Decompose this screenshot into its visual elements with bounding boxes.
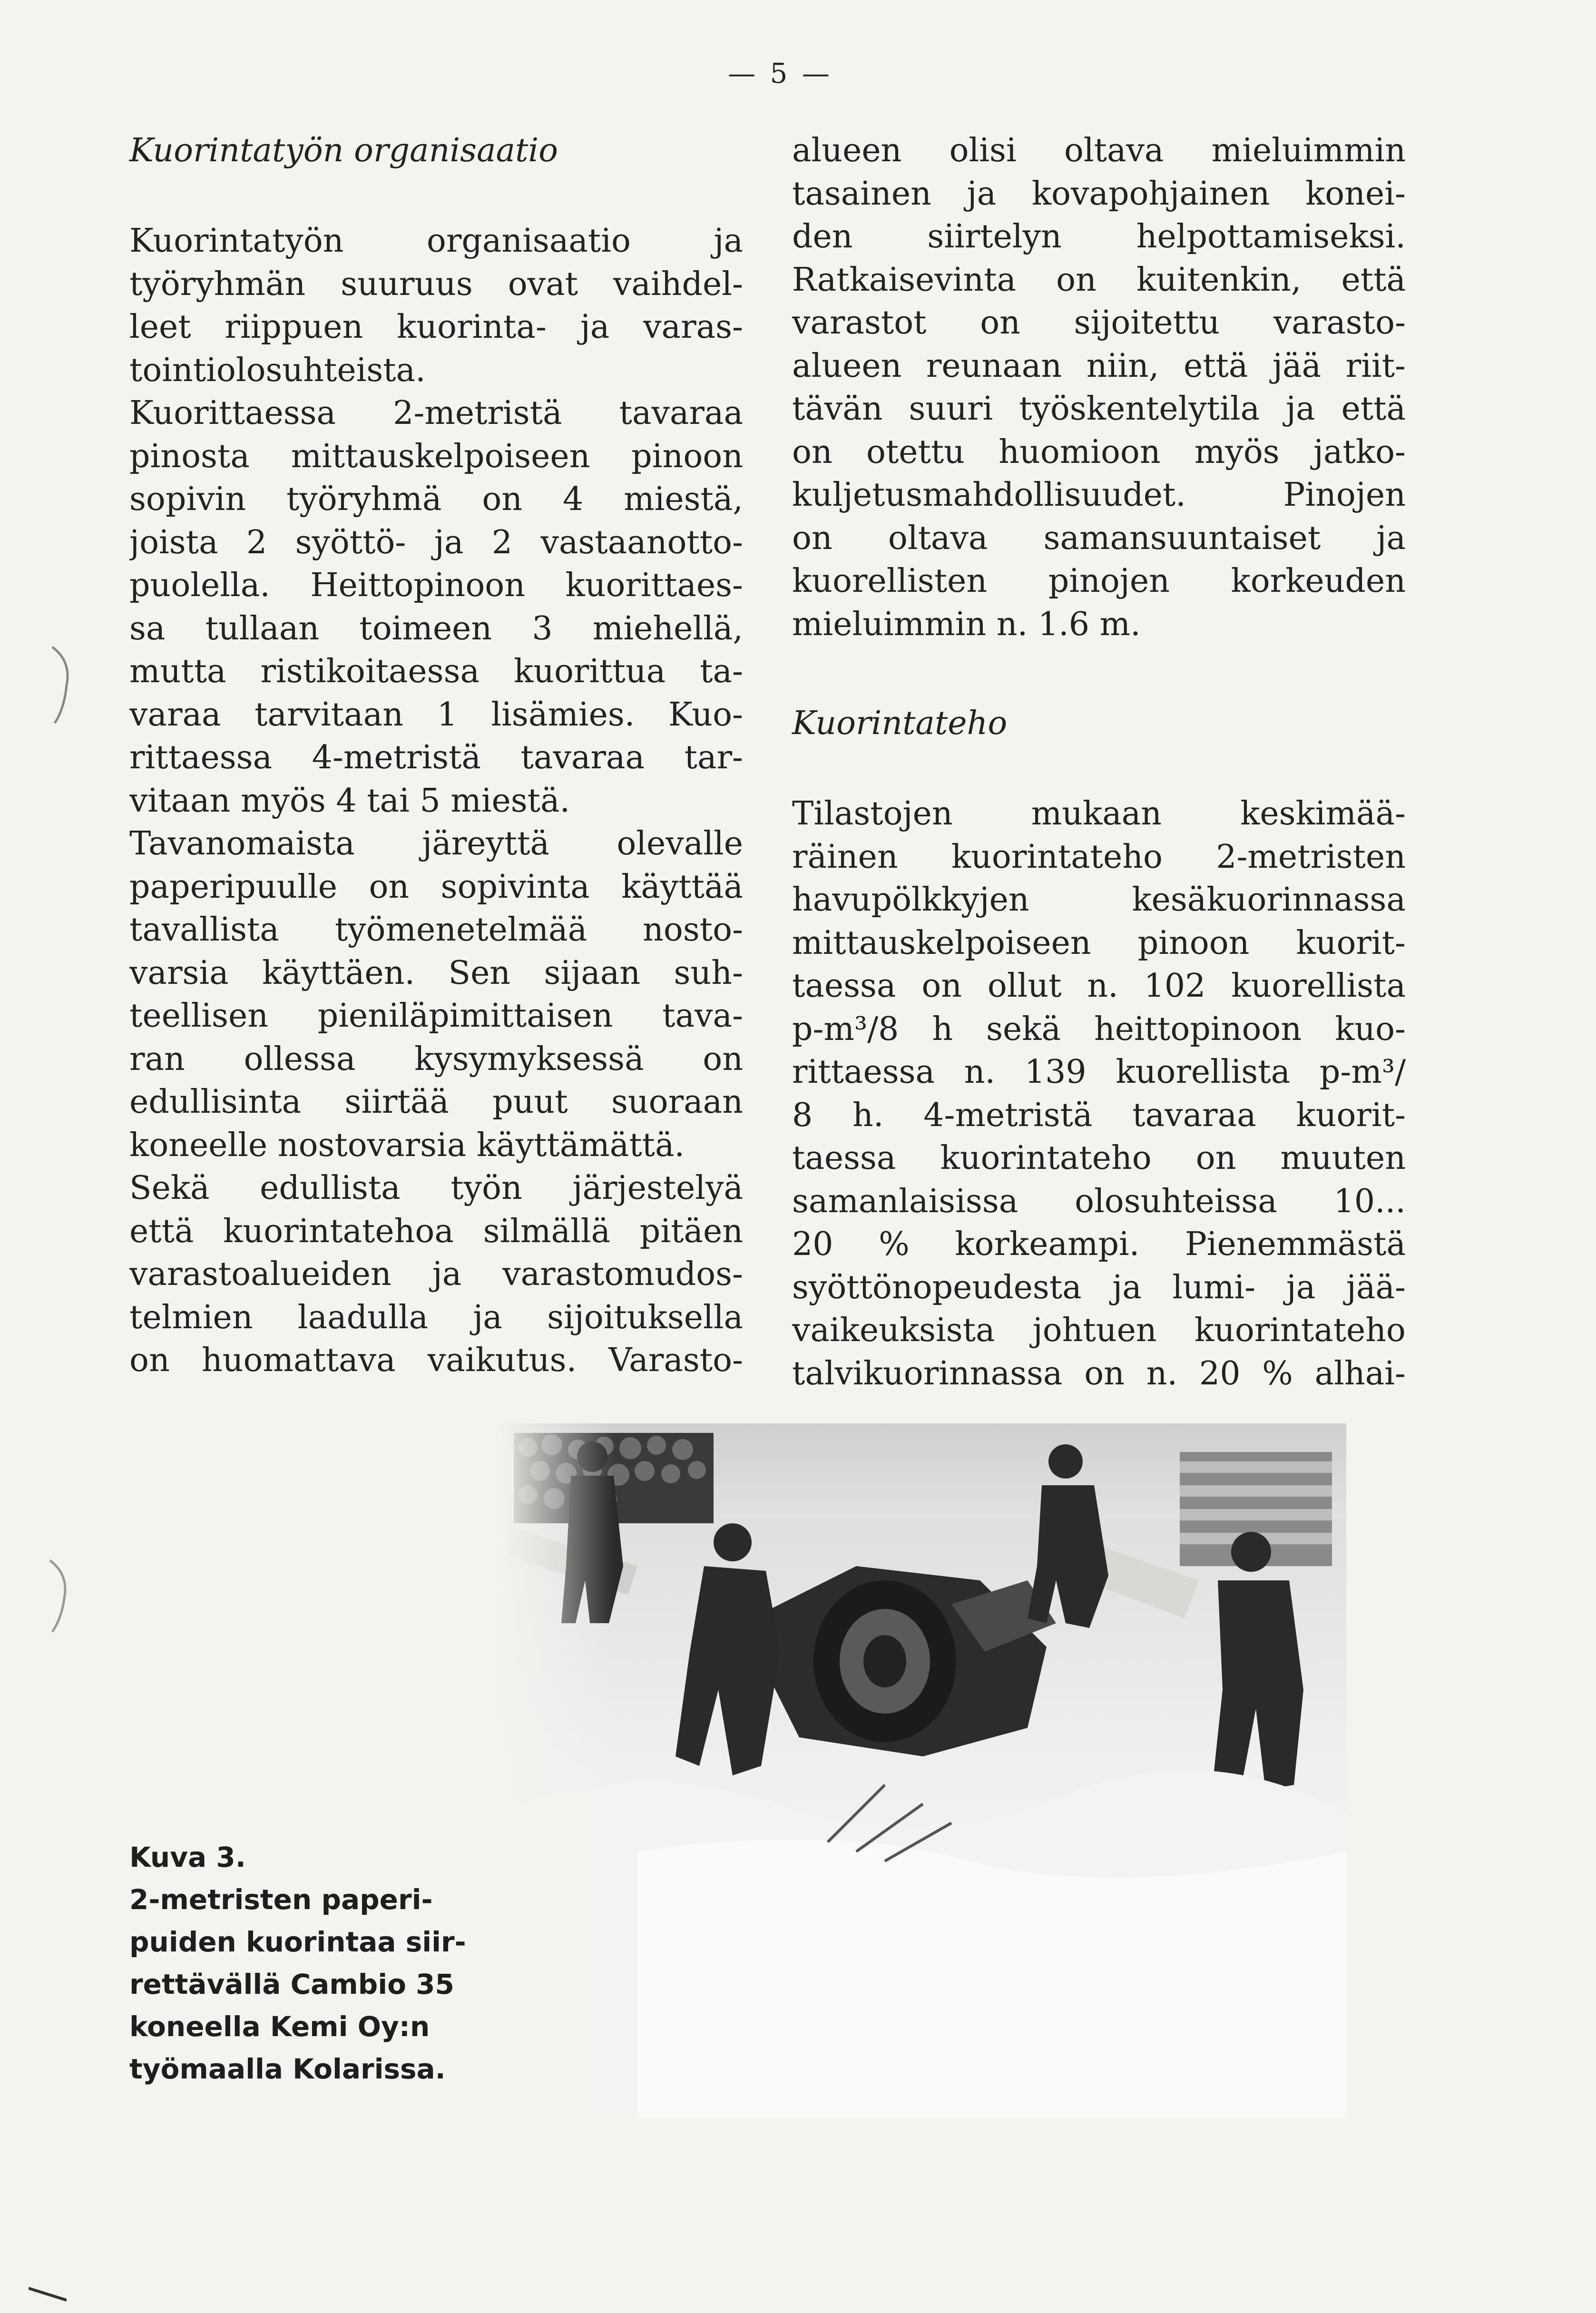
text-line: mittauskelpoiseen pinoon kuorit-: [792, 924, 1406, 962]
text-line: puolella. Heittopinoon kuorittaes-: [129, 567, 743, 604]
text-line: tävän suuri työskentelytila ja että: [792, 390, 1406, 428]
right-column-body-top: [792, 129, 1406, 646]
text-line: leet riippuen kuorinta- ja varas-: [129, 308, 743, 346]
section-heading-efficiency: Kuorintateho: [792, 705, 1008, 742]
text-line: Tavanomaista järeyttä olevalle: [129, 825, 743, 862]
binding-hole-mark: [48, 642, 76, 728]
text-line: 20 % korkeampi. Pienemmästä: [792, 1225, 1406, 1263]
text-line: kuljetusmahdollisuudet. Pinojen: [792, 476, 1406, 514]
text-line: alueen reunaan niin, että jää riit-: [792, 347, 1406, 385]
caption-line: työmaalla Kolarissa.: [129, 2053, 446, 2085]
text-line: pinosta mittauskelpoiseen pinoon: [129, 437, 743, 475]
text-line: telmien laadulla ja sijoituksella: [129, 1298, 743, 1336]
photo-debarking-machine: [495, 1423, 1346, 2118]
text-line: Kuorittaessa 2-metristä tavaraa: [129, 394, 743, 432]
text-line: edullisinta siirtää puut suoraan: [129, 1083, 743, 1121]
text-line: varsia käyttäen. Sen sijaan suh-: [129, 954, 743, 992]
text-line: den siirtelyn helpottamiseksi.: [792, 218, 1406, 255]
text-line: alueen olisi oltava mieluimmin: [792, 132, 1406, 169]
text-line: Sekä edullista työn järjestelyä: [129, 1169, 743, 1207]
text-line: taessa on ollut n. 102 kuorellista: [792, 967, 1406, 1005]
text-line: on oltava samansuuntaiset ja: [792, 519, 1406, 557]
text-line: työryhmän suuruus ovat vaihdel-: [129, 265, 743, 303]
text-line: kuorellisten pinojen korkeuden: [792, 562, 1406, 600]
text-line: räinen kuorintateho 2-metristen: [792, 838, 1406, 876]
page-number: — 5 —: [728, 57, 832, 89]
caption-line: 2-metristen paperi-: [129, 1883, 433, 1916]
text-line: koneelle nostovarsia käyttämättä.: [129, 1126, 685, 1164]
text-line: tavallista työmenetelmää nosto-: [129, 911, 743, 949]
figure-caption: [129, 1836, 472, 2090]
caption-line: Kuva 3.: [129, 1841, 246, 1873]
text-line: vitaan myös 4 tai 5 miestä.: [129, 782, 570, 820]
text-line: sopivin työryhmä on 4 miestä,: [129, 480, 743, 518]
binding-hole-mark: [45, 1556, 74, 1637]
text-line: Ratkaisevinta on kuitenkin, että: [792, 261, 1406, 299]
text-line: paperipuulle on sopivinta käyttää: [129, 868, 743, 906]
text-line: mutta ristikoitaessa kuorittua ta-: [129, 653, 743, 690]
text-line: sa tullaan toimeen 3 miehellä,: [129, 609, 743, 647]
text-line: mieluimmin n. 1.6 m.: [792, 605, 1141, 643]
text-line: varastoalueiden ja varastomudos-: [129, 1255, 743, 1293]
text-line: tointiolosuhteista.: [129, 351, 426, 389]
text-line: talvikuorinnassa on n. 20 % alhai-: [792, 1354, 1406, 1392]
text-line: vaikeuksista johtuen kuorintateho: [792, 1312, 1406, 1349]
text-line: Kuorintatyön organisaatio ja: [129, 222, 743, 260]
text-line: varaa tarvitaan 1 lisämies. Kuo-: [129, 696, 743, 734]
text-line: samanlaisissa olosuhteissa 10...: [792, 1182, 1406, 1220]
text-line: rittaessa n. 139 kuorellista p-m³/: [792, 1053, 1406, 1091]
text-line: että kuorintatehoa silmällä pitäen: [129, 1212, 743, 1250]
left-column: [129, 129, 743, 1382]
caption-line: puiden kuorintaa siir-: [129, 1926, 466, 1958]
right-column-body-bottom: [792, 793, 1406, 1395]
text-line: tasainen ja kovapohjainen konei-: [792, 175, 1406, 213]
text-line: syöttönopeudesta ja lumi- ja jää-: [792, 1268, 1406, 1306]
text-line: teellisen pieniläpimittaisen tava-: [129, 997, 743, 1035]
text-line: ran ollessa kysymyksessä on: [129, 1040, 743, 1078]
caption-line: koneella Kemi Oy:n: [129, 2010, 430, 2043]
caption-line: rettävällä Cambio 35: [129, 1968, 454, 2000]
right-column: [792, 129, 1406, 1395]
text-line: p-m³/8 h sekä heittopinoon kuo-: [792, 1010, 1406, 1048]
text-line: 8 h. 4-metristä tavaraa kuorit-: [792, 1096, 1406, 1134]
text-line: Tilastojen mukaan keskimää-: [792, 795, 1406, 833]
text-line: on huomattava vaikutus. Varasto-: [129, 1342, 743, 1379]
text-line: rittaessa 4-metristä tavaraa tar-: [129, 739, 743, 776]
text-line: joista 2 syöttö- ja 2 vastaanotto-: [129, 523, 743, 561]
scan-edge-mark: [29, 2284, 67, 2303]
text-line: varastot on sijoitettu varasto-: [792, 304, 1406, 342]
text-line: havupölkkyjen kesäkuorinnassa: [792, 881, 1406, 919]
text-line: on otettu huomioon myös jatko-: [792, 433, 1406, 471]
left-column-body: [129, 220, 743, 1382]
text-line: taessa kuorintateho on muuten: [792, 1139, 1406, 1177]
section-heading-organisation: Kuorintatyön organisaatio: [129, 132, 558, 169]
